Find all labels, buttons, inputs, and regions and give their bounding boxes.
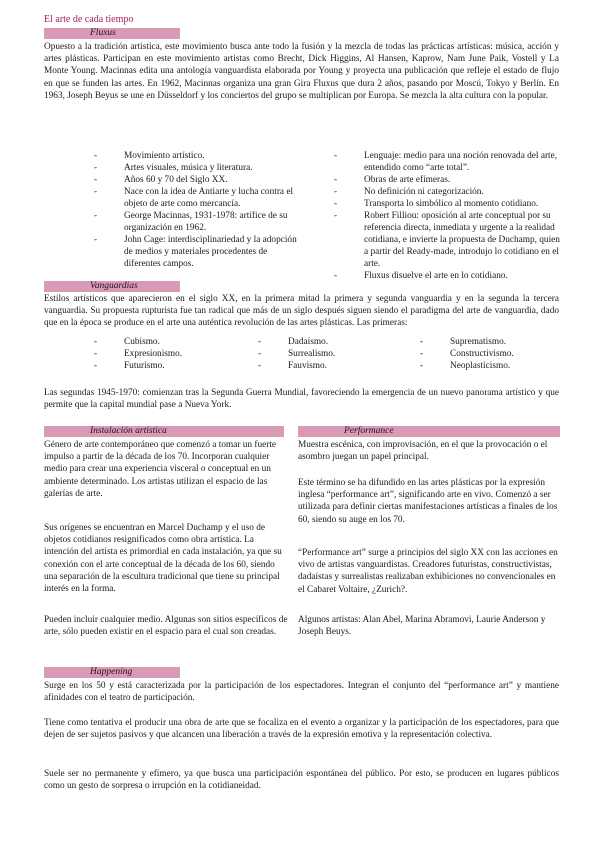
instalacion-p1: Género de arte contemporáneo que comenzó a tomar un fuerte impulso a partir de la década de los 70. Incorporan cualquier medio para crear una experiencia visceral o conceptual en un ambiente determinado. Los artistas utilizan el espacio de las galerías de arte. [44, 440, 277, 499]
list-item: - Expresionismo. [94, 348, 254, 360]
performance-p4: Algunos artistas: Alan Abel, Marina Abramovi, Laurie Anderson y Joseph Beuys. [298, 615, 546, 638]
happening-p2: Tiene como tentativa el producir una obra de arte que se focaliza en el evento a organizar y la participación de los espectadores, para que dejen de ser sujetos pasivos y que alcancen una liberación a través de la expresión emotiva y la representación colectiva. [44, 718, 559, 741]
list-item: - Movimiento artístico. [94, 150, 306, 162]
list-item: - Nace con la idea de Antiarte y lucha contra el objeto de arte como mercancía. [94, 186, 306, 210]
performance-heading: Performance [298, 426, 560, 437]
instalacion-p2: Sus orígenes se encuentran en Marcel Duchamp y el uso de objetos cotidianos resignificados como obra artística. La intención del artista es primordial en cada instalación, ya que su conexión con el arte conceptual de la década de los 60, siendo una separación de la escultura tradicional que tiene su principal interés en la forma. [44, 523, 282, 595]
happening-p3: Suele ser no permanente y efímero, ya que busca una participación espontánea del público. Por esto, se producen en lugares públicos como un gesto de sorpresa o irrupción en la cotidianeidad. [44, 769, 559, 792]
vanguardias-col-3 [420, 336, 560, 372]
list-item: - Cubismo. [94, 336, 254, 348]
list-item: - Neoplasticismo. [420, 360, 560, 372]
list-item: - Constructivismo. [420, 348, 560, 360]
list-item: - John Cage: interdisciplinariedad y la adopción de medios y materiales procedentes de diferentes campos. [94, 234, 306, 270]
vanguardias-col-2 [258, 336, 418, 372]
fluxus-intro: Opuesto a la tradición artística, este movimiento busca ante todo la fusión y la mezcla de todas las prácticas artísticas: música, acción y artes plásticas. Participan en este movimiento artistas como Brecht, Dick Higgins, Al Hansen, Kaprow, Nam June Paik, Vostell y La Monte Young. Macinnas edita una antología vanguardista elaborada por Young y proyecta una publicación que refleje el estado de flujo en que se funden las artes. En 1962, Macinnas organiza una gran Gira Fluxus que dura 2 años, pasando por Moscú, Tokyo y Berlín. En 1963, Joseph Beyus se une en Düsseldorf y los conciertos del grupo se multiplican por Europa. Se mezcla la alta cultura con la popular. [44, 42, 559, 101]
list-item: - Fluxus disuelve el arte en lo cotidiano. [334, 270, 560, 282]
list-item: - Obras de arte efímeras. [334, 174, 560, 186]
list-item: - Dadaísmo. [258, 336, 418, 348]
instalacion-p3: Pueden incluir cualquier medio. Algunas son sitios específicos de arte, sólo pueden existir en el espacio para el cual son creadas. [44, 615, 288, 638]
fluxus-list-left [94, 150, 306, 270]
happening-p1: Surge en los 50 y está caracterizada por la participación de los espectadores. Integran el conjunto del “performance art” y mantiene afinidades con el teatro de participación. [44, 681, 559, 704]
fluxus-heading: Fluxus [44, 28, 180, 39]
vanguardias-intro: Estilos artísticos que aparecieron en el siglo XX, en la primera mitad la primera y segunda vanguardia y en la segunda la tercera vanguardia. Su propuesta rupturista fue tan radical que más de un siglo después siguen siendo el paradigma del arte de vanguardia, dado que en la época se produce en el arte una auténtica revolución de las artes plásticas. Las primeras: [44, 294, 559, 329]
vanguardias-segundas: Las segundas 1945-1970: comienzan tras la Segunda Guerra Mundial, favoreciendo la emergencia de un nuevo panorama artístico y que permite que la capital mundial pase a Nueva York. [44, 388, 559, 411]
list-item: - Artes visuales, música y literatura. [94, 162, 306, 174]
list-item: - Surrealismo. [258, 348, 418, 360]
happening-heading: Happening [44, 667, 180, 678]
performance-p1: Muestra escénica, con improvisación, en el que la provocación o el asombro juegan un papel principal. [298, 440, 548, 463]
list-item: - George Macinnas, 1931-1978: artífice de su organización en 1962. [94, 210, 306, 234]
document-title: El arte de cada tiempo [44, 14, 134, 25]
list-item: - Futurismo. [94, 360, 254, 372]
list-item: - No definición ni categorización. [334, 186, 560, 198]
list-item: - Suprematismo. [420, 336, 560, 348]
fluxus-list-right [334, 150, 560, 282]
vanguardias-col-1 [94, 336, 254, 372]
list-item: - Años 60 y 70 del Siglo XX. [94, 174, 306, 186]
list-item: - Transporta lo simbólico al momento cotidiano. [334, 198, 560, 210]
list-item: - Fauvismo. [258, 360, 418, 372]
instalacion-heading: Instalación artística [44, 426, 284, 437]
list-item: - Robert Filliou: oposición al arte conceptual por su referencia directa, inmediata y urgente a la realidad cotidiana, e invierte la propuesta de Duchamp, quien a partir del Ready-made, introdujo lo cotidiano en el arte. [334, 210, 560, 270]
list-item: - Lenguaje: medio para una noción renovada del arte, entendido como “arte total”. [334, 150, 560, 174]
performance-p2: Este término se ha difundido en las artes plásticas por la expresión inglesa “performance art”, significando arte en vivo. Comenzó a ser utilizada para definir ciertas manifestaciones artísticas a finales de los 60, siendo su auge en los 70. [298, 478, 558, 525]
performance-p3: “Performance art” surge a principios del siglo XX con las acciones en vivo de artistas vanguardistas. Creadores futuristas, constructivistas, dadaístas y surrealistas realizaban exhibiciones no convencionales en el Cabaret Voltaire, ¿Zurich?. [298, 548, 558, 595]
vanguardias-heading: Vanguardias [44, 281, 180, 292]
